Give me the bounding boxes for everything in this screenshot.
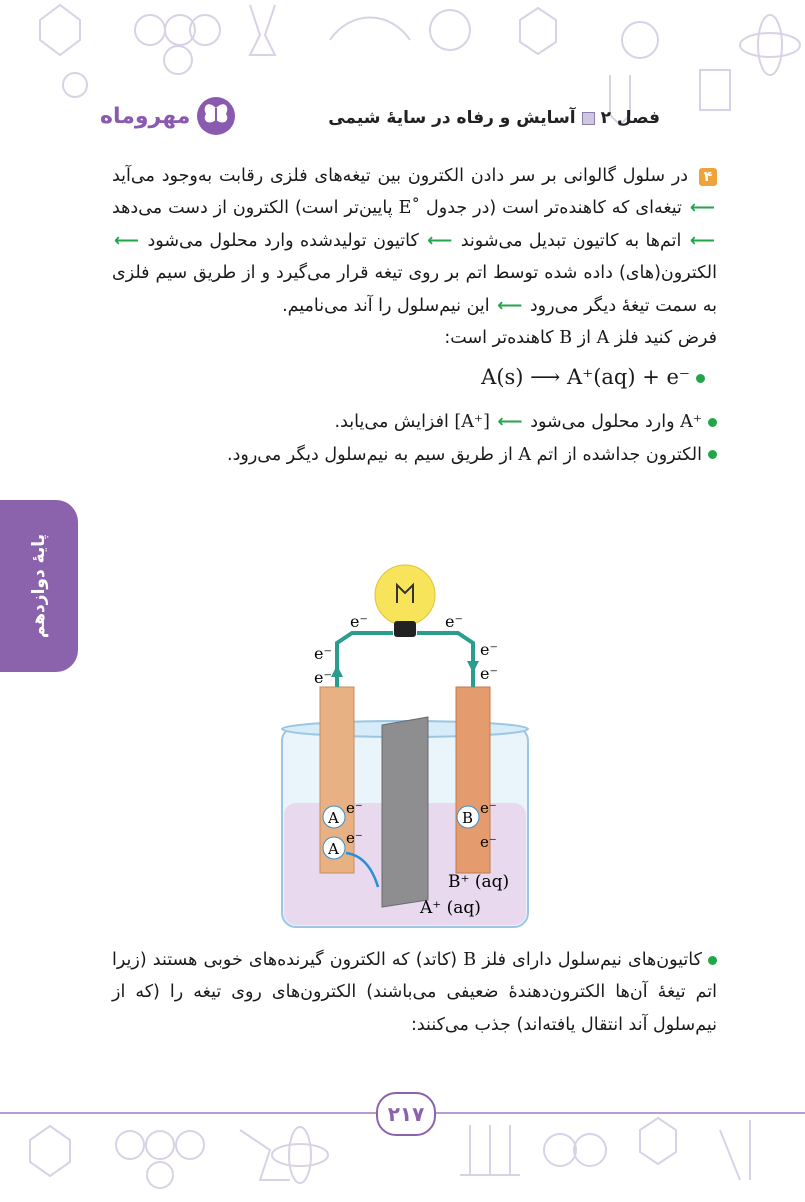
electron-label: e⁻	[346, 799, 363, 817]
atom-a-label: A	[328, 840, 339, 858]
arrow-icon: ⟵	[427, 230, 453, 251]
wire	[337, 633, 473, 687]
cation-b-label: B⁺ (aq)	[448, 872, 510, 892]
paragraph-2-block	[112, 944, 717, 1041]
electron-label: e⁻	[480, 664, 498, 683]
cation-a-label: A⁺ (aq)	[420, 898, 481, 918]
electron-label: e⁻	[350, 612, 368, 631]
bullet-dot	[696, 374, 705, 383]
arrow-icon: ⟵	[689, 198, 715, 219]
paragraph-2: کاتیون‌های نیم‌سلول دارای فلز B (کاتد) که الکترون گیرنده‌های خوبی هستند (زیرا اتم تیغهٔ آن‌ها الکترون‌دهندهٔ ضعیفی می‌باشند) الکترون‌های روی تیغه را (که از نیم‌سلول آند انتقال یافته‌اند) جذب می‌کنند:	[112, 950, 717, 1035]
page-header	[100, 96, 660, 140]
bullet-dot	[708, 450, 717, 459]
arrow-up-icon	[331, 665, 343, 677]
assumption-line: فرض کنید فلز A از B کاهنده‌تر است:	[444, 328, 717, 349]
paragraph-1: ۴ در سلول گالوانی بر سر دادن الکترون بین تیغه‌های فلزی رقابت به‌وجود می‌آید⟵ تیغه‌ای که کاهنده‌تر است (در جدول E˚ پایین‌تر است) الکترون از دست می‌دهد ⟵ اتم‌ها به کاتیون تبدیل می‌شوند ⟵ کاتیون تولیدشده وارد محلول می‌شود ⟵ الکترون(های) داده شده توسط اتم بر روی تیغه قرار می‌گیرد و از طریق سیم فلزی به سمت تیغهٔ دیگر می‌رود ⟵ این نیم‌سلول را آند می‌نامیم.	[112, 160, 717, 322]
main-content	[112, 160, 717, 471]
electron-label: e⁻	[445, 612, 463, 631]
page-number: ۲۱۷	[376, 1092, 436, 1136]
arrow-icon: ⟵	[497, 295, 523, 316]
electron-label: e⁻	[480, 640, 498, 659]
electron-label: e⁻	[314, 644, 332, 663]
atom-b-label: B	[462, 809, 474, 827]
chapter-title: فصل ۲آسایش و رفاه در سایهٔ شیمی	[328, 108, 660, 128]
decorative-chemistry-pattern-bottom	[0, 1100, 805, 1202]
electron-label: e⁻	[480, 799, 497, 817]
item-number-badge: ۴	[699, 168, 717, 186]
brand-logo	[100, 96, 236, 136]
bullet-1: A⁺ وارد محلول می‌شود ⟵ [A⁺] افزایش می‌یابد.	[112, 406, 717, 438]
grade-side-tab: پایهٔ دوازدهم	[0, 500, 78, 672]
butterfly-icon	[196, 96, 236, 136]
arrow-down-icon	[467, 661, 479, 673]
square-icon	[582, 112, 595, 125]
arrow-icon: ⟵	[689, 230, 715, 251]
brand-name: مهروماه	[100, 103, 191, 129]
bullet-dot	[708, 418, 717, 427]
arrow-icon: ⟵	[114, 230, 140, 251]
light-bulb-icon	[375, 565, 435, 625]
electron-label: e⁻	[314, 668, 332, 687]
galvanic-cell-figure	[270, 555, 540, 935]
bullet-dot	[708, 956, 717, 965]
bullet-2: الکترون جداشده از اتم A از طریق سیم به نیم‌سلول دیگر می‌رود.	[112, 439, 717, 471]
electron-label: e⁻	[480, 833, 497, 851]
electron-label: e⁻	[346, 829, 363, 847]
anode-equation: A(s) ⟶ A⁺(aq) + e⁻	[112, 354, 717, 400]
atom-a-label: A	[328, 809, 339, 827]
salt-bridge-separator	[382, 717, 428, 907]
arrow-icon: ⟵	[497, 412, 523, 433]
